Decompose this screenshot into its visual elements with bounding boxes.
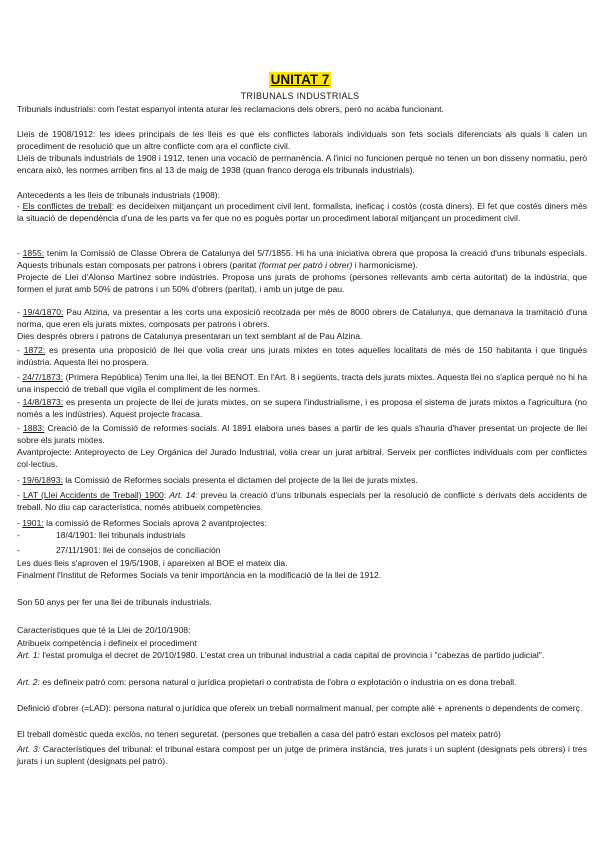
bullet-dash: - xyxy=(17,307,23,317)
definicio-obrer-paragraph: Definició d'obrer (=LAD): persona natural o jurídica que ofereix un treball normalment manual, per compte aliè + aprenents o dependents de comerç. xyxy=(17,703,583,713)
lat-colon: : xyxy=(163,490,170,500)
bullet-dash: - xyxy=(17,530,20,540)
date-1870: 19/4/1870: xyxy=(22,307,64,317)
art1-text: l'estat promulga el decret de 20/10/1980. L'estat crea un tribunal industrial a cada capital de provincia i "cabezas de partido judicial". xyxy=(39,650,545,660)
text-1893: la Comissió de Reformes socials presenta el dictamen del projecte de la llei de jurats mixtes. xyxy=(62,475,418,485)
text-1901: la comissió de Reformes Socials aprova 2 avantprojectes: xyxy=(43,518,267,528)
bullet-dash: - xyxy=(17,201,23,211)
date-1855: 1855: xyxy=(22,248,45,258)
item-1872 xyxy=(17,345,587,368)
art2-text: es defineix patró com: persona natural o jurídica propietari o contratista de l'obra o explotación o industria on es dona treball. xyxy=(39,677,517,687)
item-lat xyxy=(17,490,587,513)
sub-item-1-text: 18/4/1901: llei tribunals industrials xyxy=(55,530,186,540)
bullet-dash: - xyxy=(17,545,20,555)
date-1872: 1872: xyxy=(23,345,46,355)
art3-text: Característiques del tribunal: el tribunal estara compost per un jutge de primera instància, tres jurats i un suplent (designats pels obrers) i tres jurats i un suplent (designats pel patró). xyxy=(17,744,587,766)
page-subtitle: TRIBUNALS INDUSTRIALS xyxy=(240,91,360,101)
text-1855-b: i harmonicisme). xyxy=(352,259,418,270)
projecte-alonso-paragraph: Projecte de Llei d'Alonso Martínez sobre indústries. Proposa uns jurats de prohoms (persones rellevants amb certa autoritat) de la indústria, que formen el jurat amb 50% de patrons i un 50% d'obrers (paritat), i amb un jutge de pau. xyxy=(17,272,587,294)
date-1873a: 24/7/1873: xyxy=(22,372,63,382)
caracteristiques-heading: Característiques que té la Llei de 20/10/1908: xyxy=(17,625,191,635)
item-1873a xyxy=(17,372,587,395)
art1-label: Art. 1: xyxy=(17,650,40,660)
bullet-dash: - xyxy=(17,490,23,500)
bullet-dash: - xyxy=(17,372,23,382)
item-1855 xyxy=(17,248,587,271)
art3-label: Art. 3: xyxy=(17,744,41,754)
son50-paragraph: Son 50 anys per fer una llei de tribunals industrials. xyxy=(17,597,212,607)
text-1873b: es presenta un projecte de llei de jurats mixtes, on se supera l'industrialisme, i es proposa el sistema de jurats mixtos a l'agricultura (no només a les indústries). Aquest projecte fracasa. xyxy=(17,397,588,419)
lleis-1908-1912-paragraph: Lleis de 1908/1912: les idees principals de les lleis es que els conflictes laborals individuals son fets socials diferenciats als quals li calen un procediment de resolució que un altre conflicte com ara el conflicte civil. xyxy=(17,129,587,151)
art3-paragraph xyxy=(17,744,587,767)
text-1883: Creació de la Comissió de reformes socials. Al 1891 elabora unes bases a partir de les quals s'hauria d'haver presentat un projecte de llei sobre els jurats mixtes. xyxy=(17,423,588,445)
bullet-dash: - xyxy=(17,397,23,407)
antecedents-heading: Antecedents a les lleis de tribunals industrials (1908): xyxy=(17,190,221,200)
sub-item-2-text: 27/11/1901: llei de consejos de conciliación xyxy=(55,545,221,555)
text-1855-a: tenim la Comissió de Classe Obrera de Catalunya del 5/7/1855. Hi ha una iniciativa obrera que proposa la creació d'uns tribunals especials. Aquests tribunals estan composats per patrons i obrers (paritat xyxy=(17,248,587,270)
date-1893: 19/6/1893: xyxy=(22,475,63,485)
bullet-dash: - xyxy=(17,475,23,485)
item-1901 xyxy=(17,518,587,530)
lat-text: preveu la creació d'uns tribunals especials per la resolució de conflicte s derivats dels accidents de treball. No diu cap característica, només atribueix competències. xyxy=(17,490,588,512)
bullet-dash: - xyxy=(17,518,23,528)
item-1873b xyxy=(17,397,587,420)
text-1855-italic: (format per patró i obrer) xyxy=(258,259,353,270)
date-1901: 1901: xyxy=(22,518,44,528)
lleis-tribunals-paragraph: Lleis de tribunals industrials de 1908 i 1912, tenen una vocació de permanència. A l'inici no funcionen perquè no tenen un bon disseny normatiu, però encara això, les normes arriben fins al 13 de maig de 1938 (quan franco deroga els tribunals industrials). xyxy=(17,153,587,175)
conflictes-label: Els conflictes de treball xyxy=(22,201,112,211)
dies-despres-paragraph: Dies després obrers i patrons de Catalunya presentaran un text semblant al de Pau Alzina. xyxy=(17,331,363,341)
text-1872: es presenta una proposició de llei que volia crear uns jurats mixtes en totes aquelles localitats de més de 150 habitanta i que tingués indústria. Aquesta llei no prospera. xyxy=(17,345,587,367)
date-1873b: 14/8/1873: xyxy=(22,397,64,407)
treball-domestic-paragraph: El treball domèstic queda exclòs, no tenen seguretat. (persones que treballen a casa del patró estan exclosos pel mateix patró) xyxy=(17,729,501,739)
lat-art: Art. 14: xyxy=(169,490,198,500)
item-1893 xyxy=(17,475,587,487)
art2-paragraph xyxy=(17,677,587,689)
date-1883: 1883: xyxy=(22,423,45,433)
art2-label: Art. 2: xyxy=(17,677,40,687)
les-dues-paragraph: Les dues lleis s'aproven el 19/5/1908, i apareixen al BOE el mateix dia. xyxy=(17,558,288,568)
intro-paragraph: Tribunals industrials: com l'estat espanyol intenta aturar les reclamacions dels obrers, però no acaba funcionant. xyxy=(17,104,444,114)
item-1870 xyxy=(17,307,587,330)
finalment-paragraph: Finalment l'Institut de Reformes Socials va tenir importància en la modificació de la llei de 1912. xyxy=(17,570,382,580)
lat-label: LAT (Llei Accidents de Treball) 1900 xyxy=(22,490,164,500)
bullet-dash: - xyxy=(17,345,24,355)
bullet-dash: - xyxy=(17,248,23,258)
page-title: UNITAT 7 xyxy=(270,72,330,87)
item-1883 xyxy=(17,423,587,446)
sub-item-2 xyxy=(17,545,587,557)
sub-item-1 xyxy=(17,530,587,542)
conflictes-text: : es decideixen mitjançant un procediment civil lent, formalista, ineficaç i costós (costa diners). El fet que costés diners més la situació de dependència d'una de les parts va fer que no es poguès portar un procediment laboral mitjançant un procediment civil. xyxy=(17,201,588,223)
atribueix-paragraph: Atribueix competència i defineix el procediment xyxy=(17,638,197,648)
text-1873a: (Primera República) Tenim una llei, la llei BENOT. En l'Art. 8 i següents, tracta dels jurats mixtes. Aquesta llei no s'aplica perquè no hi ha una inspecció de treball que vigila el compliment de les normes. xyxy=(17,372,588,394)
bullet-dash: - xyxy=(17,423,23,433)
conflictes-paragraph xyxy=(17,201,587,224)
art1-paragraph xyxy=(17,650,587,662)
title-container xyxy=(0,72,600,88)
text-1870: Pau Alzina, va presentar a les corts una exposició recolzada per més de 8000 obrers de Catalunya, que demanava la tramitació d'una norma, que eren els jurats mixtes, composats per patrons i obrers. xyxy=(17,307,588,329)
avantproyecto-paragraph: Avantprojecte: Anteproyecto de Ley Orgánica del Jurado Industrial, volia crear un jurat arbitral. Serveix per conflictes individuals com per conflictes col·lectius. xyxy=(17,447,587,469)
